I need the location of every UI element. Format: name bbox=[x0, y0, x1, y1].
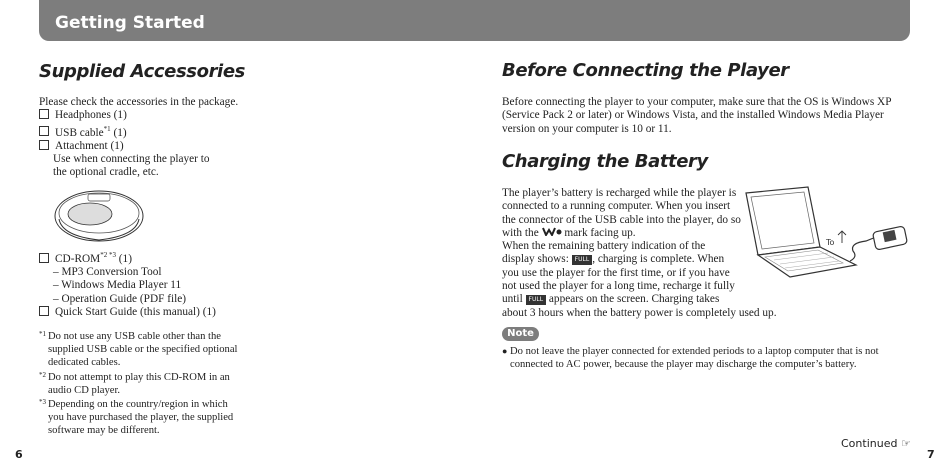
checkbox-icon bbox=[39, 306, 49, 316]
intro-text: Please check the accessories in the package. bbox=[39, 96, 239, 108]
charging-heading: Charging the Battery bbox=[502, 151, 708, 172]
page-number-right: 7 bbox=[927, 448, 935, 461]
to-label: To bbox=[826, 238, 835, 247]
attachment-illustration bbox=[50, 186, 150, 244]
footnote: *3 Depending on the country/region in which you have purchased the player, the supplied software may be different. bbox=[39, 398, 234, 437]
supplied-accessories-heading: Supplied Accessories bbox=[39, 61, 245, 82]
continued-indicator: Continued ☞ bbox=[841, 437, 911, 450]
accessory-list: Please check the accessories in the package. Headphones (1) USB cable$^{*1}$ (1) Attachment (1) Use when connecting the player to the optional cradle, etc. bbox=[39, 96, 339, 180]
before-connecting-heading: Before Connecting the Player bbox=[502, 60, 789, 81]
list-item: Headphones (1) bbox=[39, 109, 339, 122]
checkbox-icon bbox=[39, 109, 49, 119]
before-connecting-text: Before connecting the player to your computer, make sure that the OS is Windows XP (Service Pack 2 or later) or Windows Vista, and the installed Windows Media Player version on your computer is 10 or 11. bbox=[502, 96, 892, 135]
charging-text: The player’s battery is recharged while the player is connected to a running computer. When you insert the connector of the USB cable into the player, do so with the mark facing up. When the remaining battery indication of the display shows: FULL , charging is complete. When you use the player for the first time, or if you have not used the player for a long time, recharge it fully until FULL appears on the screen. Charging takes about 3 hours when the battery power is completely used up. bbox=[502, 187, 777, 319]
page-number-left: 6 bbox=[15, 448, 23, 461]
footnote: *2 Do not attempt to play this CD-ROM in an audio CD player. bbox=[39, 370, 230, 396]
battery-full-icon: FULL bbox=[526, 295, 547, 305]
section-title: Getting Started bbox=[55, 13, 205, 33]
pointing-hand-icon: ☞ bbox=[900, 437, 911, 450]
laptop-connection-illustration bbox=[738, 185, 913, 295]
note-text: ● Do not leave the player connected for extended periods to a laptop computer that is not connected to AC power, because the player may discharge the computer’s battery. bbox=[502, 346, 879, 371]
walkman-logo-icon bbox=[542, 227, 562, 236]
list-item: Quick Start Guide (this manual) (1) bbox=[39, 306, 339, 319]
footnote: *1 Do not use any USB cable other than the supplied USB cable or the specified optional dedicated cables. bbox=[39, 330, 238, 369]
list-item: USB cable$^{*1}$ (1) bbox=[39, 123, 339, 140]
section-header-bar bbox=[39, 0, 910, 41]
checkbox-icon bbox=[39, 253, 49, 263]
bullet-icon: ● bbox=[502, 346, 508, 356]
list-item: Attachment (1) bbox=[39, 140, 339, 153]
footnotes bbox=[39, 330, 339, 438]
list-item: $CD-ROM^{*2 *3}$ (1) bbox=[39, 249, 339, 266]
note-badge: Note bbox=[502, 327, 539, 341]
checkbox-icon bbox=[39, 140, 49, 150]
checkbox-icon bbox=[39, 126, 49, 136]
cdrom-list: $CD-ROM^{*2 *3}$ (1) – MP3 Conversion Tool – Windows Media Player 11 – Operation Guide (PDF file) Quick Start Guide (this manual) (1) bbox=[39, 249, 339, 319]
battery-full-icon: FULL bbox=[572, 255, 593, 265]
